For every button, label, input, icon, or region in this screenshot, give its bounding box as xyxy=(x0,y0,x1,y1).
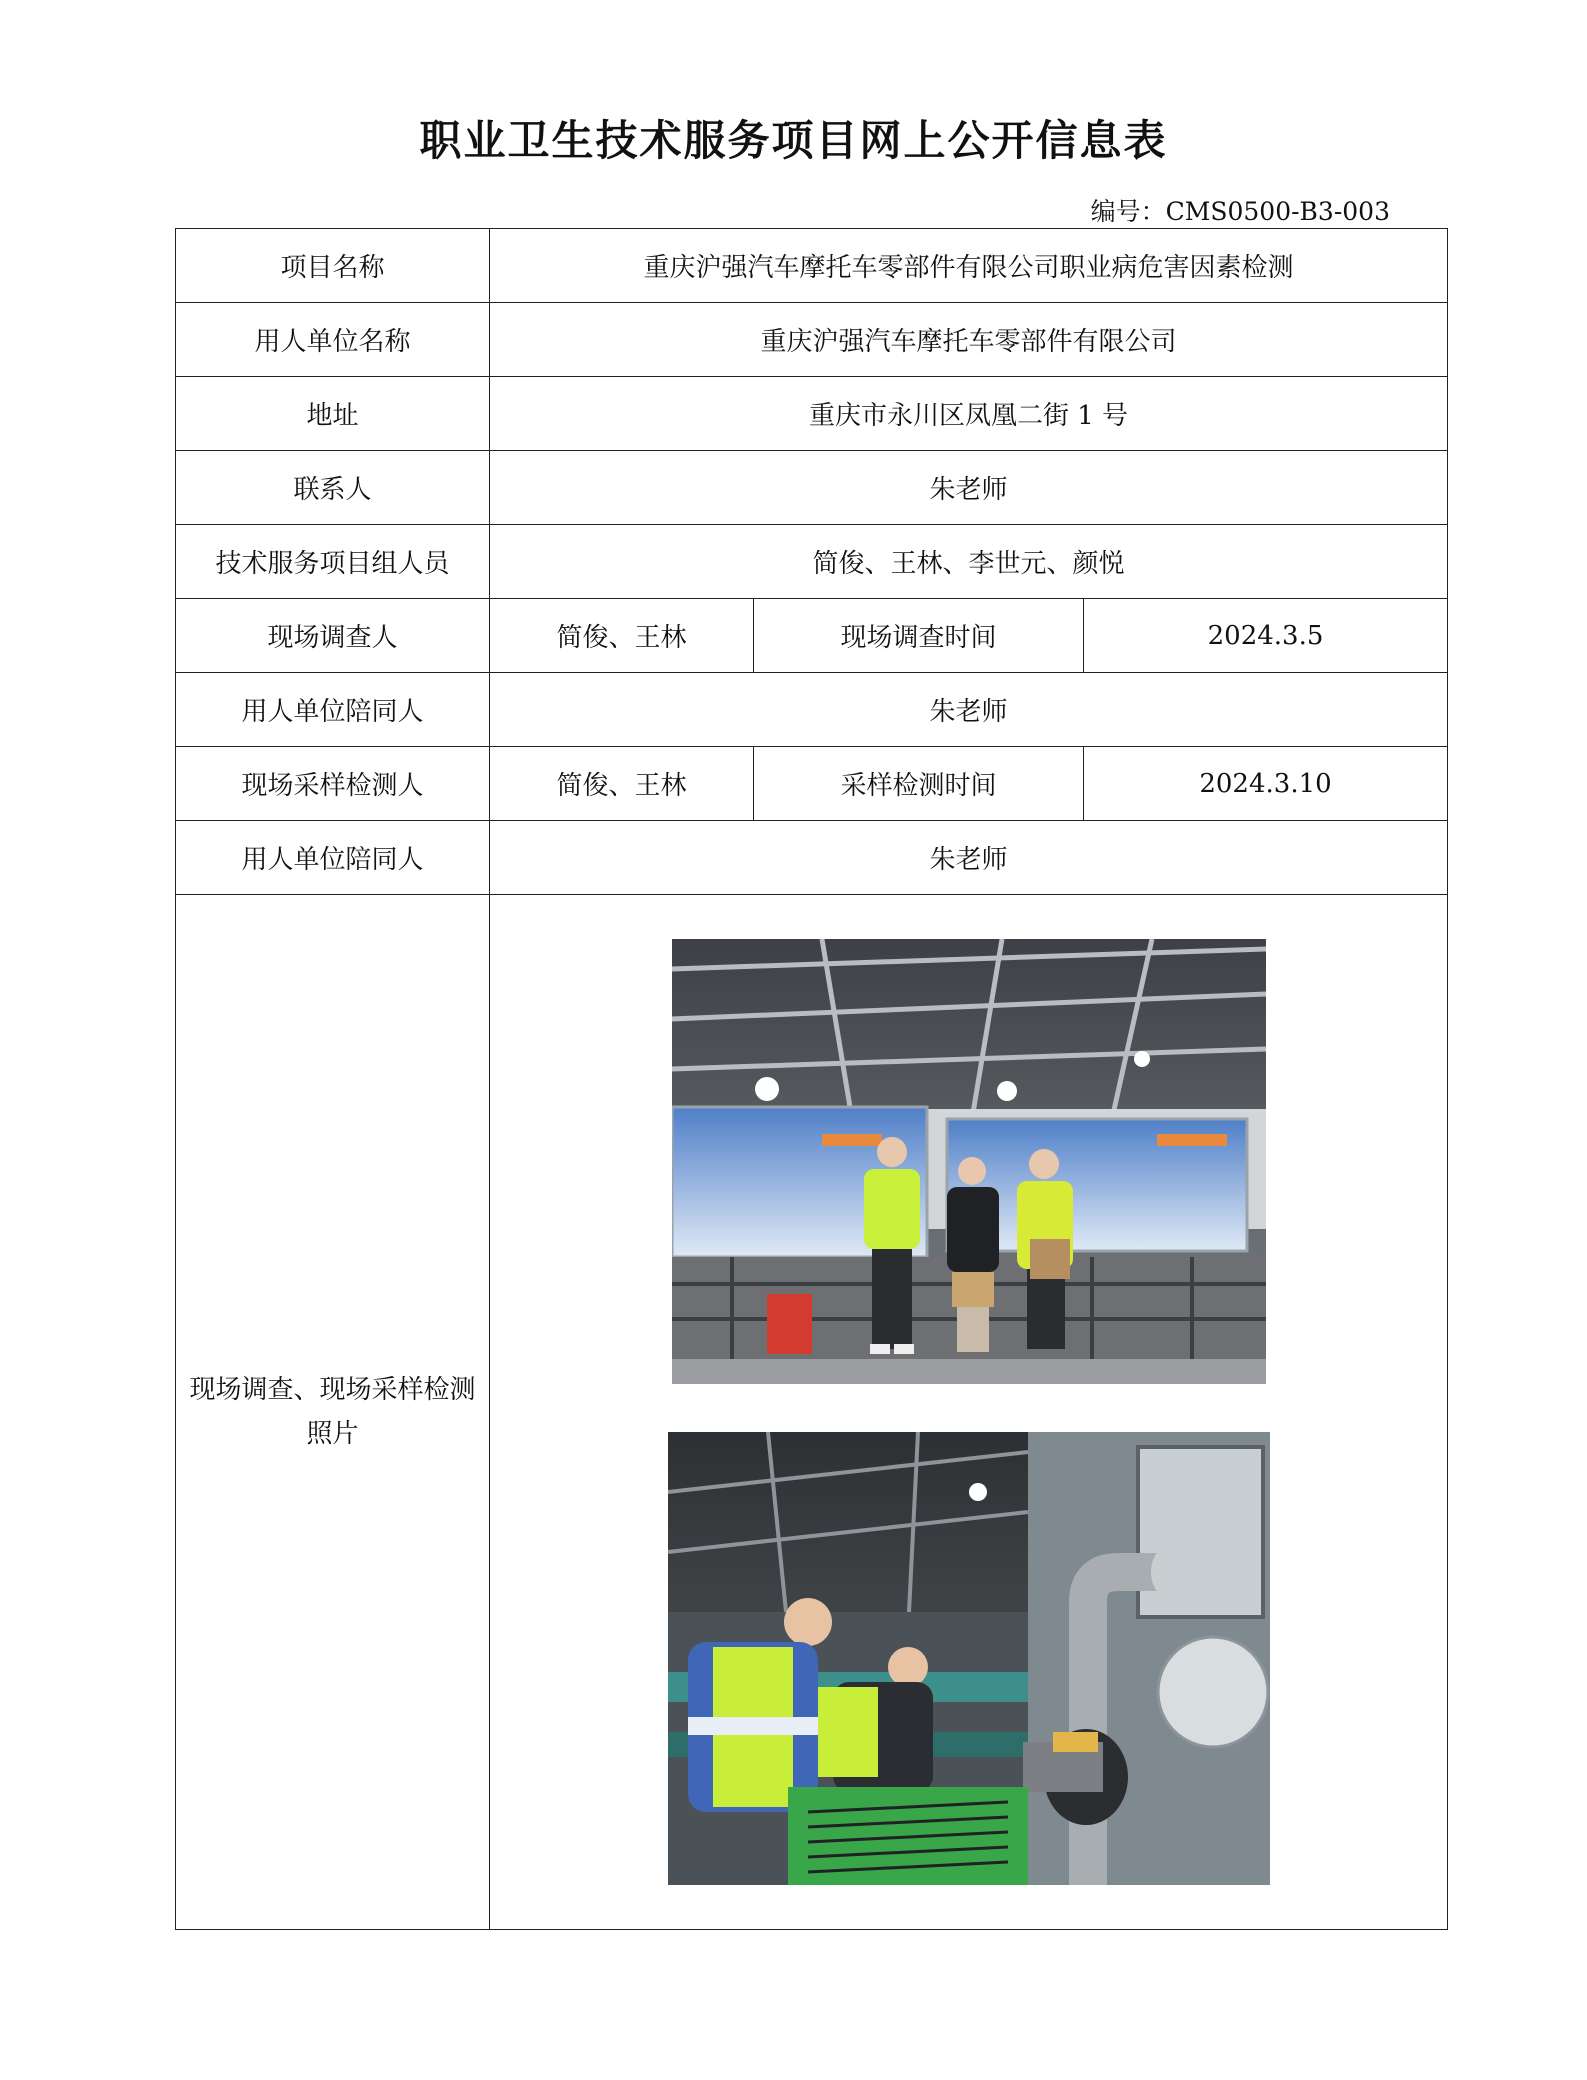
address-label: 地址 xyxy=(176,377,490,451)
survey-label: 现场调查人 xyxy=(176,599,490,673)
row-team xyxy=(176,525,1448,599)
address-value: 重庆市永川区凤凰二街 1 号 xyxy=(490,377,1448,451)
row-sampling xyxy=(176,747,1448,821)
contact-label: 联系人 xyxy=(176,451,490,525)
project-name-value: 重庆沪强汽车摩托车零部件有限公司职业病危害因素检测 xyxy=(490,229,1448,303)
row-contact xyxy=(176,451,1448,525)
sampling-label: 现场采样检测人 xyxy=(176,747,490,821)
row-escort-1 xyxy=(176,673,1448,747)
site-sampling-photo xyxy=(668,1432,1270,1885)
row-project-name xyxy=(176,229,1448,303)
row-survey xyxy=(176,599,1448,673)
row-address xyxy=(176,377,1448,451)
employer-name-value: 重庆沪强汽车摩托车零部件有限公司 xyxy=(490,303,1448,377)
sampling-time-value: 2024.3.10 xyxy=(1084,747,1448,821)
escort-1-label: 用人单位陪同人 xyxy=(176,673,490,747)
escort-1-value: 朱老师 xyxy=(490,673,1448,747)
sampling-time-label: 采样检测时间 xyxy=(754,747,1084,821)
sampling-value: 简俊、王林 xyxy=(490,747,754,821)
info-table xyxy=(175,228,1448,1930)
survey-time-label: 现场调查时间 xyxy=(754,599,1084,673)
employer-name-label: 用人单位名称 xyxy=(176,303,490,377)
row-photos xyxy=(176,895,1448,1930)
page-title: 职业卫生技术服务项目网上公开信息表 xyxy=(419,116,1168,165)
team-value: 简俊、王林、李世元、颜悦 xyxy=(490,525,1448,599)
photos-label: 现场调查、现场采样检测照片 xyxy=(176,895,490,1930)
team-label: 技术服务项目组人员 xyxy=(176,525,490,599)
escort-2-value: 朱老师 xyxy=(490,821,1448,895)
document-code: 编号：CMS0500-B3-003 xyxy=(1090,197,1390,226)
escort-2-label: 用人单位陪同人 xyxy=(176,821,490,895)
survey-value: 简俊、王林 xyxy=(490,599,754,673)
photos-cell xyxy=(490,895,1448,1930)
project-name-label: 项目名称 xyxy=(176,229,490,303)
row-escort-2 xyxy=(176,821,1448,895)
survey-time-value: 2024.3.5 xyxy=(1084,599,1448,673)
row-employer-name xyxy=(176,303,1448,377)
contact-value: 朱老师 xyxy=(490,451,1448,525)
site-survey-photo xyxy=(672,939,1266,1384)
